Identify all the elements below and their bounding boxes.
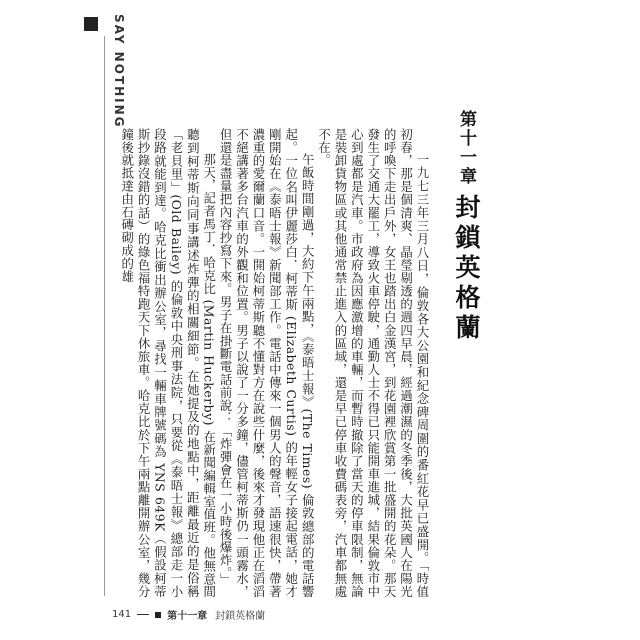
vertical-rule [104,36,105,596]
series-square-mark [84,17,98,31]
footer-chapter-title: 封鎖英格蘭 [215,611,266,622]
paragraph: 一九七三年三月八日，倫敦各大公園和紀念碑周圍的番紅花早已盛開。「時值初春，那是個清爽、晶瑩剔透的週四早晨，經過潮濕的冬季後，大批英國人在陽光的呼喚下走出戶外，女王也踏出白金漢宮，到花園裡欣賞第一批盛開的花朵。那天發生了交通大罷工，導致火車停駛，通勤人士不得已只能開車進城，結果倫敦市中心到處都是汽車。市政府為因應激增的車輛，而暫時撤除了當天的停車限制，無論是裝卸貨物區或其他通常禁止進入的區域，還是早已停車收費碼表旁，汽車都無處不在。 [316,128,430,598]
chapter-title: 封鎖英格蘭 [452,194,481,344]
series-title: SAY NOTHING [112,14,126,129]
chapter-number: 第十一章 [456,110,476,186]
footer-dash [137,614,149,615]
footer-chapter-label: 第十一章 [167,611,208,622]
paragraph: 午飯時間剛過，大約下午兩點，《泰晤士報》(The Times) 倫敦總部的電話響起。一位名叫伊麗莎白．柯蒂斯 (Elizabeth Curtis) 的年輕女子接起電話，她才剛開始在《泰晤士報》新聞部工作。電話中傳來一個男人的聲音，語速很快，帶著濃重的愛爾蘭口音。一開始柯蒂斯聽不懂對方在說些什麼，後來才發現他正在滔滔不絕講著多台汽車的外觀和位置。男子以說了一分多鐘，儘管柯蒂斯仍一頭霧水，但還是盡量把內容抄寫下來。男子在掛斷電話前說：「炸彈會在一小時後爆炸。」 [218,128,316,598]
page-footer [112,607,265,622]
chapter-heading [448,110,484,344]
paragraph: 那天，記者馬丁．哈克比 (Martin Huckerby) 在新聞編輯室值班。他無意間聽到柯蒂斯向同事講述炸彈的相關細節。在她提及的地點中，距離最近的是俗稱「老貝里」(Old Bailey) 的倫敦中央刑事法院，只要從《泰晤士報》總部走一小段路就能到達。哈克比衝出辦公室，尋找一輛車牌號碼為 YNS 649K（假設柯蒂斯抄錄沒錯的話）的綠色福特跑天下休旅車。哈克比於下午兩點離開辦公室，幾分鐘後就抵達由石磚砌成的雄 [119,128,217,598]
footer-square-mark [155,612,161,618]
page-number: 141 [112,609,132,620]
body-text [119,128,430,598]
